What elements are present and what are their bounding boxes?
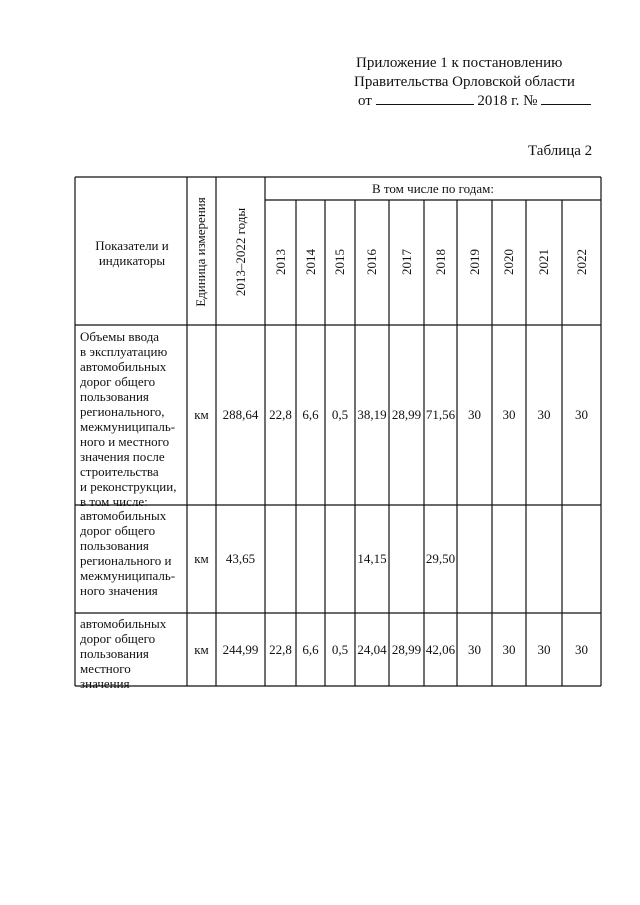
row-3-value-2022: 30 — [575, 641, 588, 657]
year-header-2020: 2020 — [501, 249, 516, 275]
indicator-line: автомобильных — [80, 359, 167, 374]
row-3-value-2020: 30 — [502, 641, 516, 657]
year-header-2014: 2014 — [302, 249, 318, 275]
row-1-value-2018: 71,56 — [425, 407, 456, 422]
year-header-2016: 2016 — [364, 249, 379, 275]
row-3-total: 244,99 — [222, 641, 259, 657]
year-header-2021: 2021 — [536, 249, 551, 275]
table-number: Таблица 2 — [528, 143, 593, 159]
indicator-line: Объемы ввода — [80, 329, 160, 344]
row-1-value-2016: 38,19 — [357, 407, 387, 422]
indicator-line: ного значения — [80, 583, 158, 598]
year-header-2018: 2018 — [432, 249, 448, 275]
indicator-line: автомобильных — [80, 508, 167, 523]
header-indicators-text: Показатели и индикаторы — [95, 238, 169, 268]
row-1-value-2014: 6,6 — [302, 407, 319, 422]
row-3-value-2015: 0,5 — [331, 641, 349, 657]
year-header-2019: 2019 — [466, 249, 482, 275]
indicator-line: регионального, — [80, 404, 165, 419]
indicator-line: значения после — [80, 449, 165, 464]
appendix-line-2: Правительства Орловской области — [354, 74, 575, 90]
row-1-indicator — [80, 329, 186, 509]
header-by-years: В том числе по годам: — [372, 181, 494, 196]
indicator-line: межмуниципаль- — [80, 419, 176, 434]
row-2-value-2018: 29,50 — [425, 551, 456, 566]
appendix-year-label: 2018 г. № — [477, 93, 538, 109]
appendix-from-label: от — [358, 93, 372, 109]
row-2-unit: км — [194, 551, 209, 566]
indicator-line: межмуниципаль- — [80, 568, 176, 583]
indicator-line: пользования — [80, 646, 149, 661]
row-2-value-2016: 14,15 — [357, 551, 387, 566]
indicator-line: местного — [80, 661, 131, 676]
appendix-line-1: Приложение 1 к постановлению — [356, 55, 563, 71]
row-3-value-2013: 22,8 — [269, 641, 292, 657]
date-signature-line — [376, 92, 474, 105]
row-1-value-2021: 30 — [537, 407, 551, 422]
appendix-line-3 — [358, 92, 591, 111]
row-1-value-2022: 30 — [575, 407, 588, 422]
row-3-value-2014: 6,6 — [302, 641, 319, 657]
row-3-unit: км — [194, 641, 209, 657]
row-1-unit: км — [194, 407, 209, 422]
row-1-value-2020: 30 — [502, 407, 516, 422]
row-2-indicator — [80, 508, 186, 598]
header-unit: Единица измерения — [193, 197, 208, 307]
row-1-value-2013: 22,8 — [269, 407, 292, 422]
year-header-2013: 2013 — [272, 249, 288, 275]
indicator-line: дорог общего — [80, 523, 156, 538]
year-header-2017: 2017 — [398, 249, 414, 275]
number-signature-line — [541, 92, 591, 105]
appendix-header — [356, 54, 591, 111]
indicator-line: пользования — [80, 389, 149, 404]
header-indicators — [80, 238, 184, 268]
indicator-line: строительства — [80, 464, 159, 479]
indicator-line: дорог общего — [80, 631, 156, 646]
indicator-line: регионального и — [80, 553, 172, 568]
row-3-value-2017: 28,99 — [391, 641, 422, 657]
row-1-value-2015: 0,5 — [331, 407, 349, 422]
year-header-2022: 2022 — [573, 249, 589, 275]
indicator-line: дорог общего — [80, 374, 156, 389]
row-3-value-2016: 24,04 — [357, 641, 387, 657]
year-header-2015: 2015 — [332, 249, 347, 275]
row-1-value-2017: 28,99 — [391, 407, 422, 422]
row-3-indicator — [80, 616, 186, 691]
row-3-value-2018: 42,06 — [425, 641, 456, 657]
header-total: 2013–2022 годы — [233, 207, 248, 297]
indicator-line: ного и местного — [80, 434, 170, 449]
indicator-line: автомобильных — [80, 616, 167, 631]
row-3-value-2019: 30 — [468, 641, 481, 657]
indicator-line: в том числе: — [80, 494, 148, 509]
indicator-line: пользования — [80, 538, 149, 553]
indicator-line: и реконструкции, — [80, 479, 177, 494]
row-3-value-2021: 30 — [537, 641, 551, 657]
indicator-line: в эксплуатацию — [80, 344, 168, 359]
row-1-value-2019: 30 — [468, 407, 481, 422]
indicator-line: значения — [80, 676, 130, 691]
row-2-total: 43,65 — [225, 551, 256, 566]
row-1-total: 288,64 — [222, 407, 259, 422]
